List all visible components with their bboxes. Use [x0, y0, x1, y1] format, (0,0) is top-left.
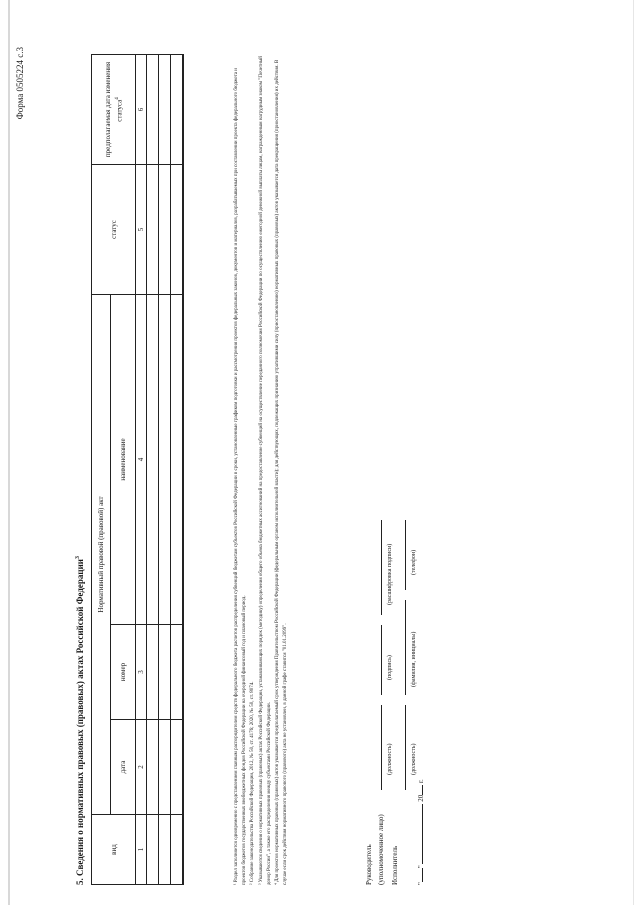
footnote: ¹ Раздел заполняется одновременно с представлением главным распорядителем средств федерального бюджета расчетов распределения субвенций бюджетам субъектов Российской Федерации в сроки, установленные графиком подготовки и рассмотрения проектов федеральных законов, документов и материалов, разрабатываемых при составлении проекта федерального бюджета и проектов бюджетов государственных внебюджетных фондов Российской Федерации на очередной финансовый год и плановый период.	[234, 68, 248, 885]
date-line	[417, 779, 425, 885]
date-quote-close: "	[417, 865, 425, 869]
col-header-planned-date-mark: 4	[114, 97, 120, 100]
column-number-cell: 1	[136, 815, 147, 885]
column-number-cell: 5	[136, 165, 147, 295]
col-header-status: статус	[92, 165, 136, 295]
executor-phone-caption: (телефон)	[411, 549, 417, 575]
table-cell[interactable]	[147, 815, 159, 885]
date-day-field[interactable]	[422, 868, 423, 882]
section-title-note-mark: 3	[75, 556, 81, 560]
footnote: ⁴ Для проектов нормативных правовых (правовых) актов указывается предполагаемый срок утверждения Правительством Российской Федерации (федеральным органом исполнительной власти); для действующих, подлежащих признанию утратившими силу (приостановлению) нормативных правовых (правовых) актов указывается дата прекращения (приостановления) их действия. В случае если срок действия нормативного правового (правового) акта не установлен, в данной графе ставится "01.01.2099".	[275, 59, 289, 885]
table-row	[159, 55, 171, 885]
normative-acts-table	[91, 54, 184, 885]
date-suffix: г.	[417, 779, 425, 784]
table-row	[171, 55, 184, 885]
table-cell[interactable]	[147, 295, 159, 625]
executor-phone-line[interactable]	[405, 520, 406, 590]
head-decoding-caption: (расшифровка подписи)	[387, 543, 393, 605]
date-year-field[interactable]	[422, 785, 423, 795]
head-position-line[interactable]	[381, 705, 382, 790]
col-header-planned-date	[92, 55, 136, 165]
executor-position-caption: (должность)	[411, 743, 417, 775]
column-number-cell: 6	[136, 55, 147, 165]
col-header-nomer: номер	[111, 625, 136, 720]
table-header-row-1	[92, 55, 111, 885]
table-cell[interactable]	[159, 295, 171, 625]
date-year-prefix: 20	[417, 794, 425, 802]
section-title	[75, 556, 85, 885]
date-month-field[interactable]	[422, 804, 423, 864]
scan-edge-line	[8, 0, 10, 905]
footnote: ³ Указываются сведения о нормативных правовых (правовых) актах Российской Федерации, устанавливающих порядок (методику) определения общего объема бюджетных ассигнований на предоставление субвенций на осуществление переданного полномочия Российской Федерации по осуществлению ежегодной денежной выплаты лицам, награжденным нагрудным знаком "Почетный донор России", а также его распределения между субъектами Российской Федерации.	[258, 56, 272, 885]
executor-fio-line[interactable]	[405, 600, 406, 695]
head-signature-line[interactable]	[381, 625, 382, 695]
table-row	[147, 55, 159, 885]
executor-position-line[interactable]	[405, 705, 406, 790]
head-signature-caption: (подпись)	[387, 655, 393, 680]
col-header-naimenovanie: наименование	[111, 295, 136, 625]
column-number-cell: 4	[136, 295, 147, 625]
executor-fio-caption: (фамилия, инициалы)	[411, 631, 417, 687]
head-sub-label: (уполномоченное лицо)	[377, 814, 385, 885]
head-decoding-line[interactable]	[381, 520, 382, 615]
footnotes	[233, 55, 290, 885]
table-cell[interactable]	[171, 720, 184, 815]
footnote: ² Собрание законодательства Российской Федерации, 2012, № 50, ст. 4176; 2020, № 50, ст. 8074.	[250, 681, 256, 885]
table-cell[interactable]	[147, 625, 159, 720]
table-cell[interactable]	[171, 165, 184, 295]
col-header-data: дата	[111, 720, 136, 815]
table-cell[interactable]	[147, 165, 159, 295]
table-cell[interactable]	[159, 625, 171, 720]
column-numbers-row	[136, 55, 147, 885]
table-cell[interactable]	[171, 295, 184, 625]
col-header-planned-date-text: предполагаемая дата изменения статуса	[103, 61, 124, 158]
col-header-group: Нормативный правовой (правовой) акт	[92, 295, 111, 815]
form-code: Форма 0505224 с.3	[15, 47, 25, 120]
table-cell[interactable]	[171, 55, 184, 165]
table-cell[interactable]	[147, 55, 159, 165]
table-cell[interactable]	[159, 815, 171, 885]
head-position-caption: (должность)	[387, 743, 393, 775]
col-header-vid: вид	[92, 815, 136, 885]
rotated-page	[15, 35, 635, 895]
table-cell[interactable]	[147, 720, 159, 815]
head-label: Руководитель	[365, 844, 373, 885]
table-cell[interactable]	[159, 720, 171, 815]
executor-label: Исполнитель	[391, 845, 399, 885]
date-quote-open: "	[417, 882, 425, 885]
table-cell[interactable]	[171, 815, 184, 885]
column-number-cell: 2	[136, 720, 147, 815]
column-number-cell: 3	[136, 625, 147, 720]
table-cell[interactable]	[159, 55, 171, 165]
table-cell[interactable]	[159, 165, 171, 295]
section-title-text: 5. Сведения о нормативных правовых (правовых) актах Российской Федерации	[75, 559, 85, 885]
table-cell[interactable]	[171, 625, 184, 720]
